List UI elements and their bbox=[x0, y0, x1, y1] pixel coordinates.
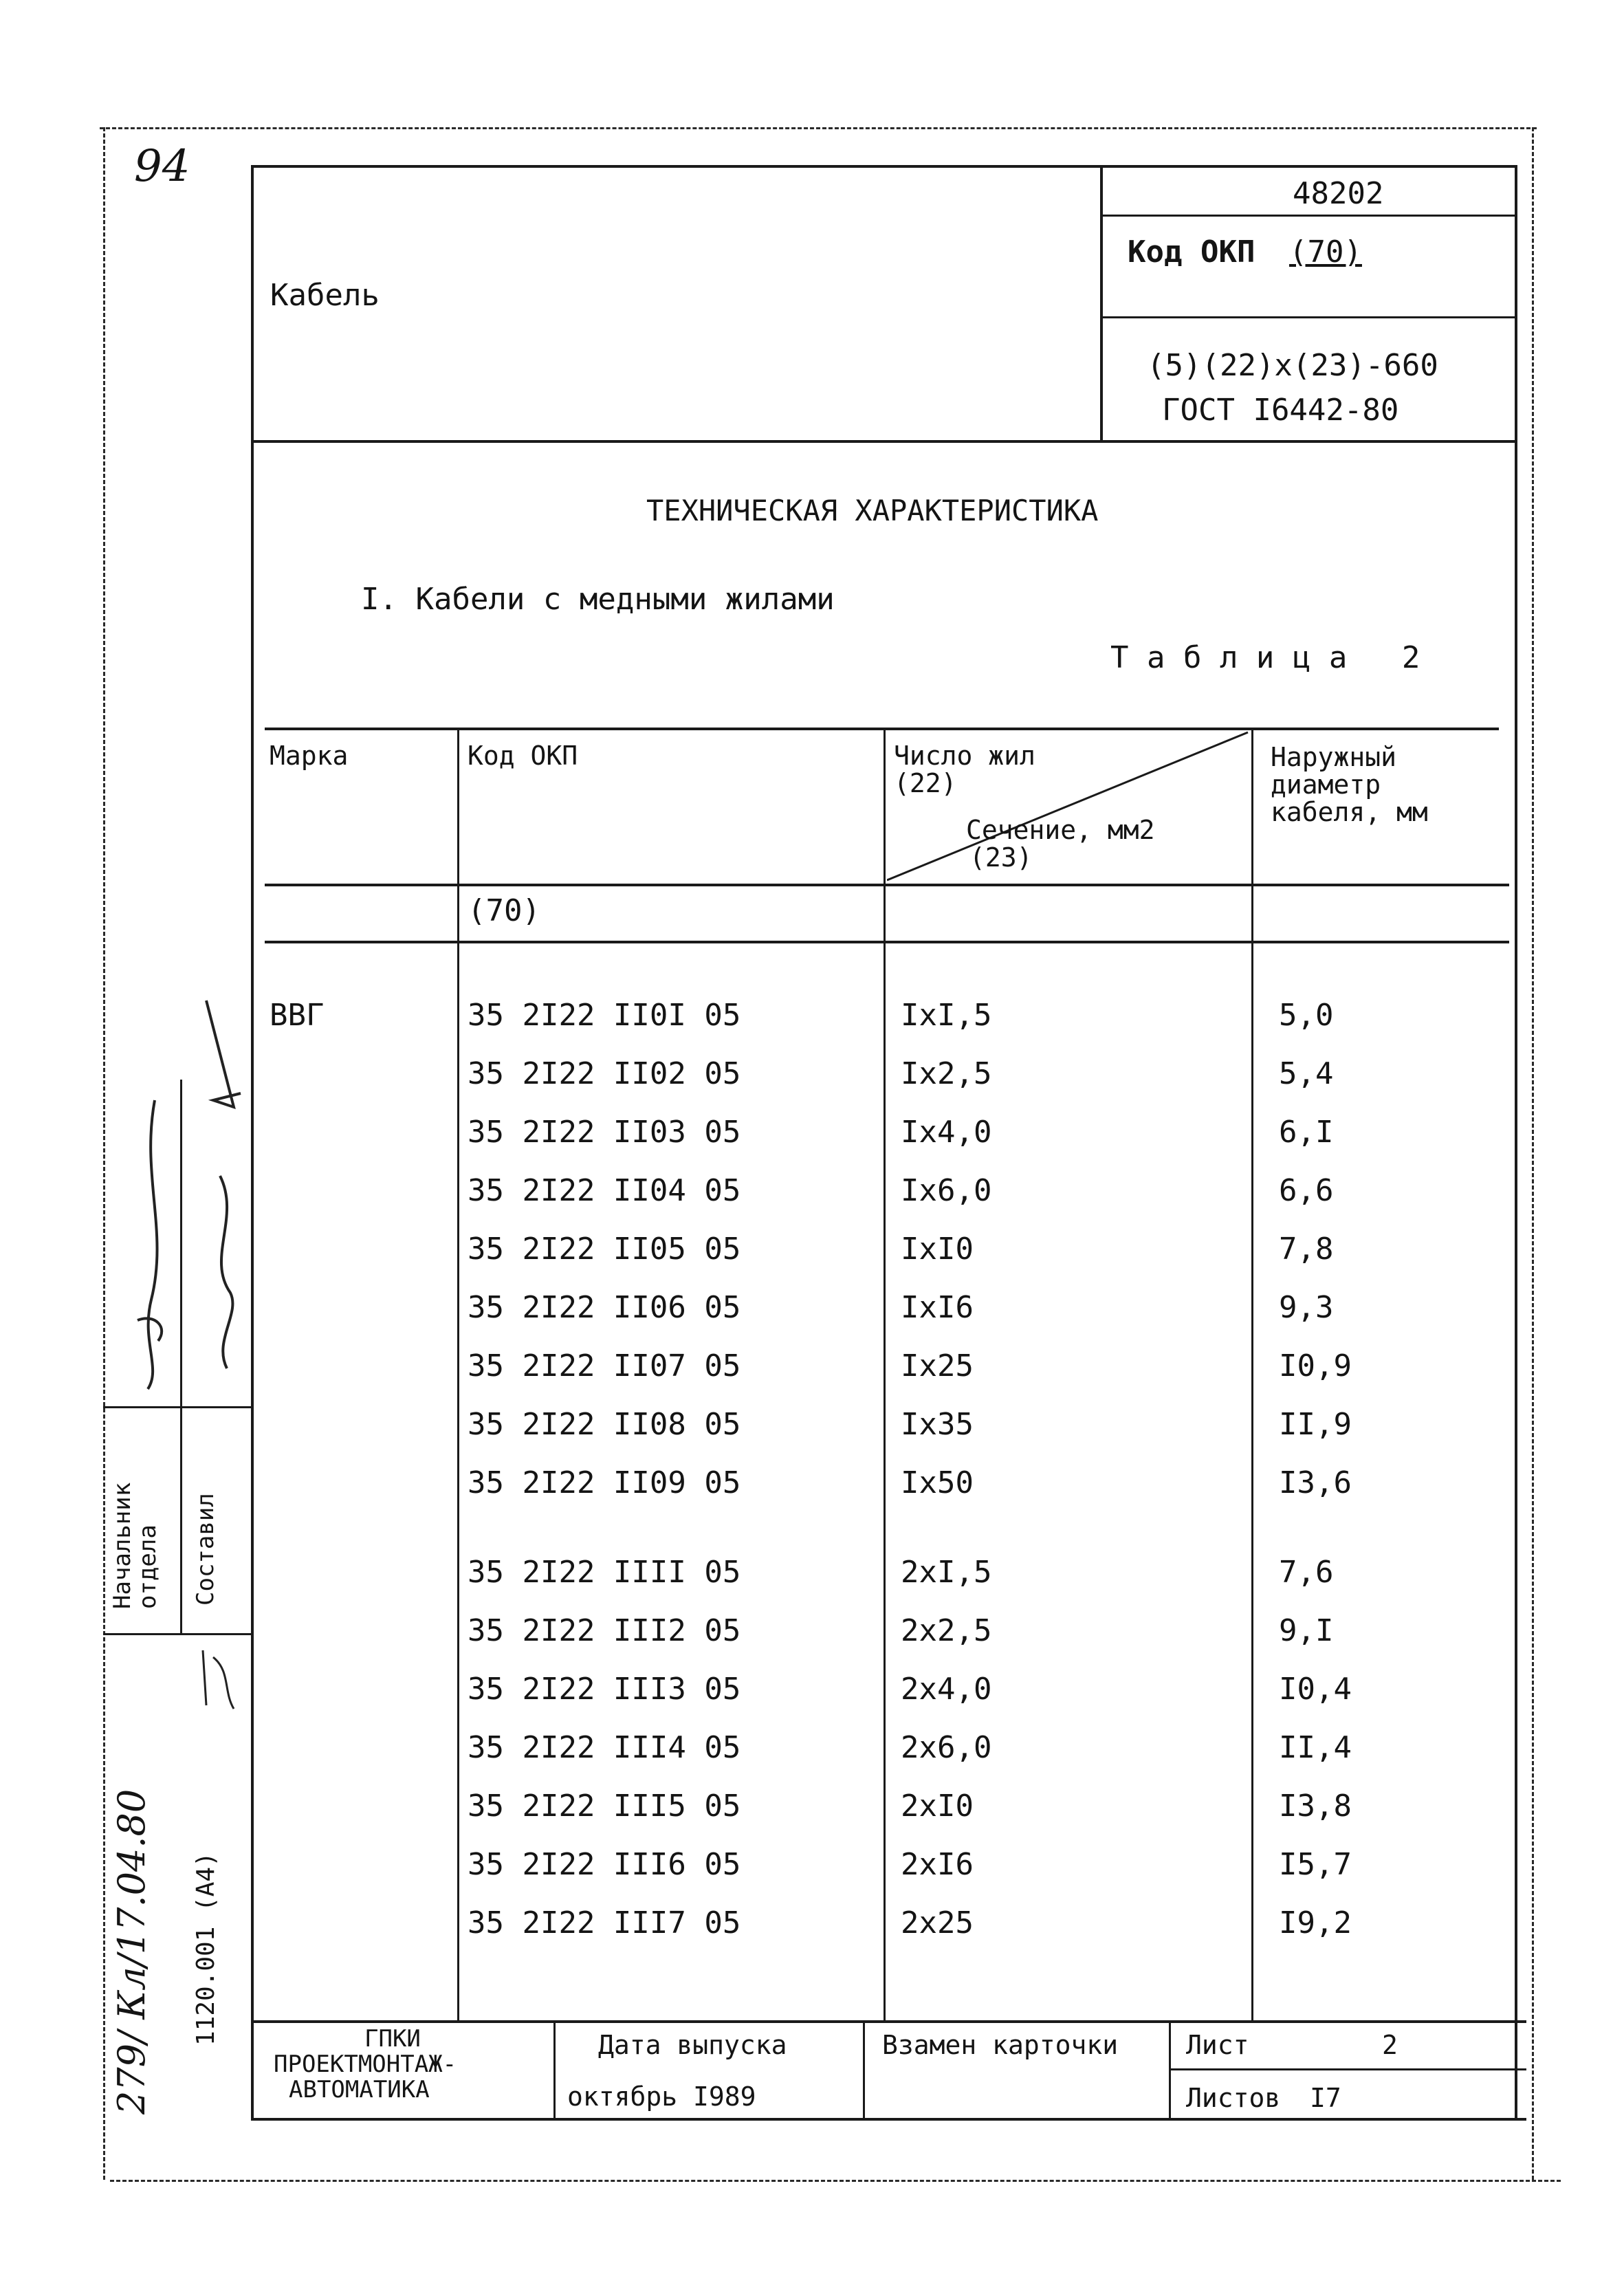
footer-replaces-label: Взамен карточки bbox=[882, 2030, 1119, 2060]
side-head-of-dept: Начальник отдела bbox=[109, 1482, 162, 1609]
table-col-divider-3 bbox=[1251, 728, 1253, 2020]
cell-diameter: 9,I bbox=[1279, 1613, 1334, 1648]
footer-issue-value: октябрь I989 bbox=[567, 2081, 756, 2112]
cell-okp-code: 35 2I22 III7 05 bbox=[468, 1905, 741, 1940]
cell-cores: 2xI,5 bbox=[901, 1555, 992, 1590]
side-line-bottom bbox=[103, 1633, 251, 1635]
footer-org-line2: ПРОЕКТМОНТАЖ- bbox=[274, 2051, 457, 2078]
cell-okp-code: 35 2I22 II06 05 bbox=[468, 1290, 741, 1325]
designation-line1: (5)(22)x(23)-660 bbox=[1147, 348, 1438, 383]
cell-cores: 2x4,0 bbox=[901, 1672, 992, 1707]
cell-okp-code: 35 2I22 III6 05 bbox=[468, 1847, 741, 1882]
table-col-divider-1 bbox=[457, 728, 459, 2020]
footer-divider-2 bbox=[863, 2020, 865, 2120]
footer-top-line bbox=[251, 2020, 1526, 2023]
cell-cores: Ix50 bbox=[901, 1465, 974, 1500]
footer-sheet-label: Лист bbox=[1186, 2030, 1249, 2060]
side-handwritten-ref: 279/ Кл/17.04.80 bbox=[110, 1789, 153, 2114]
outer-border-top bbox=[100, 127, 1537, 129]
cell-diameter: I3,8 bbox=[1279, 1789, 1352, 1824]
cell-okp-code: 35 2I22 II09 05 bbox=[468, 1465, 741, 1500]
cell-diameter: 5,4 bbox=[1279, 1056, 1334, 1091]
cell-diameter: II,4 bbox=[1279, 1730, 1352, 1765]
table-top-line bbox=[265, 728, 1499, 730]
cell-diameter: 7,6 bbox=[1279, 1555, 1334, 1590]
footer-sheets-label: Листов bbox=[1186, 2083, 1281, 2113]
cell-cores: 2x25 bbox=[901, 1905, 974, 1940]
header-cores-line2: (22) bbox=[894, 768, 957, 798]
okp-code-value: (70) bbox=[1289, 234, 1362, 270]
card-number: 48202 bbox=[1293, 176, 1384, 211]
designation-line2: ГОСТ I6442-80 bbox=[1162, 393, 1399, 428]
cell-cores: 2xI6 bbox=[901, 1847, 974, 1882]
cell-okp-code: 35 2I22 II0I 05 bbox=[468, 998, 741, 1033]
side-compiled-by: Составил bbox=[192, 1493, 219, 1606]
table-col-divider-2 bbox=[884, 728, 886, 2020]
cell-cores: 2xI0 bbox=[901, 1789, 974, 1824]
side-doc-ref: 1120.001 (A4) bbox=[192, 1852, 220, 2046]
code-row-value: (70) bbox=[468, 893, 540, 928]
cell-diameter: 7,8 bbox=[1279, 1232, 1334, 1267]
cell-diameter: I0,9 bbox=[1279, 1348, 1352, 1384]
header-diameter-line3: кабеля, мм bbox=[1271, 797, 1428, 827]
cell-diameter: 6,I bbox=[1279, 1115, 1334, 1150]
cell-cores: IxI6 bbox=[901, 1290, 974, 1325]
header-right-line-2 bbox=[1100, 316, 1516, 318]
outer-border-right bbox=[1532, 127, 1534, 2180]
footer-divider-1 bbox=[553, 2020, 556, 2120]
footer-issue-label: Дата выпуска bbox=[598, 2030, 787, 2060]
table-code-row-bottom-line bbox=[265, 941, 1509, 943]
section-title: ТЕХНИЧЕСКАЯ ХАРАКТЕРИСТИКА bbox=[646, 494, 1099, 527]
cell-diameter: I0,4 bbox=[1279, 1672, 1352, 1707]
cell-cores: Ix4,0 bbox=[901, 1115, 992, 1150]
cell-okp-code: 35 2I22 II05 05 bbox=[468, 1232, 741, 1267]
signature-compiled-by bbox=[193, 997, 254, 1382]
header-okp-code: Код ОКП bbox=[468, 741, 578, 771]
mark-value: ВВГ bbox=[270, 998, 325, 1033]
frame-bottom-line bbox=[251, 2118, 1526, 2121]
outer-border-bottom bbox=[110, 2180, 1561, 2182]
cell-okp-code: 35 2I22 III4 05 bbox=[468, 1730, 741, 1765]
cell-diameter: II,9 bbox=[1279, 1407, 1352, 1442]
header-mark: Марка bbox=[270, 741, 349, 771]
cell-okp-code: 35 2I22 III5 05 bbox=[468, 1789, 741, 1824]
footer-sheets-value: I7 bbox=[1310, 2083, 1341, 2113]
header-bottom-line bbox=[251, 440, 1516, 443]
cell-diameter: I3,6 bbox=[1279, 1465, 1352, 1500]
cell-cores: IxI0 bbox=[901, 1232, 974, 1267]
cell-diameter: 6,6 bbox=[1279, 1173, 1334, 1208]
footer-org-line3: АВТОМАТИКА bbox=[289, 2076, 430, 2103]
cell-okp-code: 35 2I22 II03 05 bbox=[468, 1115, 741, 1150]
header-cores-line1: Число жил bbox=[894, 741, 1035, 771]
cell-cores: 2x2,5 bbox=[901, 1613, 992, 1648]
footer-divider-3 bbox=[1169, 2020, 1171, 2120]
signature-initials bbox=[196, 1643, 244, 1719]
cell-cores: IxI,5 bbox=[901, 998, 992, 1033]
cell-cores: 2x6,0 bbox=[901, 1730, 992, 1765]
product-name: Кабель bbox=[270, 278, 380, 313]
frame-right-line bbox=[1515, 165, 1517, 2121]
cell-okp-code: 35 2I22 III2 05 bbox=[468, 1613, 741, 1648]
header-diameter-line1: Наружный bbox=[1271, 742, 1397, 772]
okp-code-label: Код ОКП bbox=[1128, 234, 1255, 270]
cell-okp-code: 35 2I22 II08 05 bbox=[468, 1407, 741, 1442]
cell-cores: Ix35 bbox=[901, 1407, 974, 1442]
cell-cores: Ix25 bbox=[901, 1348, 974, 1384]
header-right-line-1 bbox=[1100, 215, 1516, 217]
signature-head-of-dept bbox=[127, 1093, 182, 1396]
page-number: 94 bbox=[134, 141, 190, 192]
header-divider bbox=[1100, 165, 1103, 440]
footer-org-line1: ГПКИ bbox=[364, 2025, 421, 2053]
header-section-line2: (23) bbox=[969, 842, 1033, 873]
cell-diameter: 9,3 bbox=[1279, 1290, 1334, 1325]
cell-cores: Ix2,5 bbox=[901, 1056, 992, 1091]
cell-diameter: I9,2 bbox=[1279, 1905, 1352, 1940]
cell-okp-code: 35 2I22 II02 05 bbox=[468, 1056, 741, 1091]
footer-sheet-value: 2 bbox=[1382, 2030, 1398, 2060]
table-header-bottom-line bbox=[265, 884, 1509, 886]
cell-diameter: I5,7 bbox=[1279, 1847, 1352, 1882]
section-subtitle: I. Кабели с медными жилами bbox=[361, 582, 835, 617]
header-diameter-line2: диаметр bbox=[1271, 769, 1381, 800]
frame-top-line bbox=[251, 165, 1516, 168]
cell-okp-code: 35 2I22 II07 05 bbox=[468, 1348, 741, 1384]
header-section-line1: Сечение, мм2 bbox=[966, 815, 1155, 845]
cell-okp-code: 35 2I22 IIII 05 bbox=[468, 1555, 741, 1590]
cell-okp-code: 35 2I22 II04 05 bbox=[468, 1173, 741, 1208]
cell-diameter: 5,0 bbox=[1279, 998, 1334, 1033]
footer-mid-line bbox=[1169, 2068, 1526, 2070]
cell-okp-code: 35 2I22 III3 05 bbox=[468, 1672, 741, 1707]
table-caption: Т а б л и ц а 2 bbox=[1110, 640, 1420, 675]
outer-border-left bbox=[103, 127, 105, 2180]
cell-cores: Ix6,0 bbox=[901, 1173, 992, 1208]
